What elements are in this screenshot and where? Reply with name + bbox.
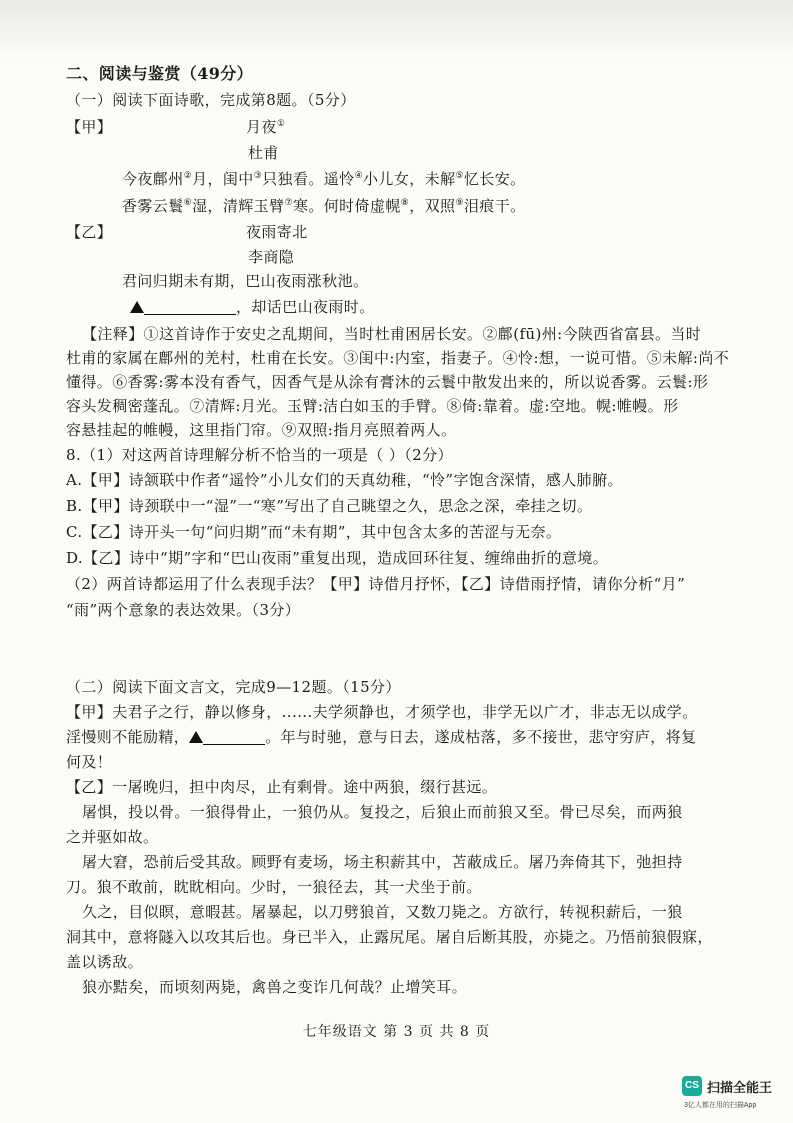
poem-yi-line1: 君问归期未有期，巴山夜雨涨秋池。 bbox=[122, 272, 369, 290]
fill-blank-triangle-icon bbox=[130, 301, 144, 313]
note-line: 容头发稠密蓬乱。⑦清辉:月光。玉臂:洁白如玉的手臂。⑧倚:靠着。虚:空地。幌:帷幔。形 bbox=[66, 397, 679, 415]
part2-instruction: （二）阅读下面文言文，完成9—12题。（15分） bbox=[66, 678, 401, 696]
scan-shadow bbox=[0, 0, 793, 58]
yi-text-line: 【乙】一屠晚归，担中肉尽，止有剩骨。途中两狼，缀行甚远。 bbox=[66, 778, 498, 796]
page-footer: 七年级语文 第 3 页 共 8 页 bbox=[302, 1024, 491, 1040]
note-line: 懂得。⑥香雾:雾本没有香气，因香气是从涂有膏沐的云鬟中散发出来的，所以说香雾。云鬟:形 bbox=[66, 373, 709, 391]
poem-yi-author: 李商隐 bbox=[248, 248, 295, 266]
poem-jia-author: 杜甫 bbox=[248, 144, 279, 162]
yi-text-line: 久之，目似瞑，意暇甚。屠暴起，以刀劈狼首，又数刀毙之。方欲行，转视积薪后，一狼 bbox=[82, 903, 683, 921]
section-heading: 二、阅读与鉴赏（49分） bbox=[66, 64, 254, 83]
fill-blank-triangle-icon bbox=[189, 731, 203, 743]
yi-text-line: 盖以诱敌。 bbox=[66, 953, 144, 971]
question-8-2-cont: “雨”两个意象的表达效果。（3分） bbox=[66, 601, 301, 619]
fill-blank-line[interactable] bbox=[144, 300, 236, 315]
option-d: D.【乙】诗中“期”字和“巴山夜雨”重复出现，造成回环往复、缠绵曲折的意境。 bbox=[66, 549, 609, 567]
jia-text-line2: 淫慢则不能励精， 。年与时驰，意与日去，遂成枯落，多不接世，悲守穷庐，将复 bbox=[66, 728, 697, 746]
jia-text-line1: 【甲】夫君子之行，静以修身，......夫学须静也，才须学也，非学无以广才，非志无以成学。 bbox=[66, 703, 698, 721]
yi-text-line: 洞其中，意将隧入以攻其后也。身已半入，止露尻尾。屠自后断其股，亦毙之。乃悟前狼假寐， bbox=[66, 928, 713, 946]
note-line: 容悬挂起的帷幔，这里指门帘。⑨双照:指月亮照着两人。 bbox=[66, 421, 457, 439]
fill-blank-line[interactable] bbox=[203, 730, 265, 745]
option-a: A.【甲】诗颔联中作者“遥怜”小儿女们的天真幼稚，“怜”字饱含深情，感人肺腑。 bbox=[66, 471, 623, 489]
jia-text-line3: 何及！ bbox=[66, 753, 113, 771]
yi-text-line: 屠大窘，恐前后受其敌。顾野有麦场，场主积薪其中，苫蔽成丘。屠乃奔倚其下，弛担持 bbox=[82, 853, 683, 871]
poem-jia-tag: 【甲】 bbox=[66, 118, 113, 136]
poem-yi-title: 夜雨寄北 bbox=[246, 223, 308, 241]
poem-jia-line1: 今夜鄜州②月，闺中③只独看。遥怜④小儿女，未解⑤忆长安。 bbox=[122, 170, 526, 188]
option-b: B.【甲】诗颈联中一“湿”一“寒”写出了自己眺望之久，思念之深，牵挂之切。 bbox=[66, 497, 593, 515]
scanner-app-name: 扫描全能王 bbox=[707, 1080, 773, 1095]
yi-text-line: 之并驱如故。 bbox=[66, 828, 159, 846]
yi-text-line: 屠惧，投以骨。一狼得骨止，一狼仍从。复投之，后狼止而前狼又至。骨已尽矣，而两狼 bbox=[82, 803, 683, 821]
note-line: 杜甫的家属在鄜州的羌村，杜甫在长安。③闺中:内室，指妻子。④怜:想，一说可惜。⑤未解:尚不 bbox=[66, 349, 730, 367]
poem-yi-line2: ，却话巴山夜雨时。 bbox=[122, 297, 375, 317]
option-c: C.【乙】诗开头一句“问归期”而“未有期”，其中包含太多的苦涩与无奈。 bbox=[66, 523, 562, 541]
question-8-2: （2）两首诗都运用了什么表现手法？【甲】诗借月抒怀，【乙】诗借雨抒情，请你分析“月” bbox=[66, 575, 686, 593]
yi-text-line: 狼亦黠矣，而顷刻两毙，禽兽之变诈几何哉？止增笑耳。 bbox=[82, 978, 468, 996]
poem-yi-tag: 【乙】 bbox=[66, 223, 113, 241]
camscanner-logo-icon: CS bbox=[682, 1076, 702, 1096]
poem-jia-line2: 香雾云鬟⑥湿，清辉玉臂⑦寒。何时倚虚幌⑧，双照⑨泪痕干。 bbox=[122, 197, 526, 215]
scanner-tagline: 3亿人都在用的扫描App bbox=[684, 1102, 757, 1109]
scanner-watermark bbox=[682, 1076, 792, 1116]
yi-text-line: 刀。狼不敢前，眈眈相向。少时，一狼径去，其一犬坐于前。 bbox=[66, 878, 482, 896]
question-8-1: 8.（1）对这两首诗理解分析不恰当的一项是（ ）（2分） bbox=[66, 446, 453, 464]
part1-instruction: （一）阅读下面诗歌，完成第8题。（5分） bbox=[66, 91, 356, 109]
note-line: 【注释】①这首诗作于安史之乱期间，当时杜甫困居长安。②鄜(fū)州:今陕西省富县。当时 bbox=[82, 325, 702, 343]
poem-jia-title: 月夜① bbox=[246, 118, 286, 136]
